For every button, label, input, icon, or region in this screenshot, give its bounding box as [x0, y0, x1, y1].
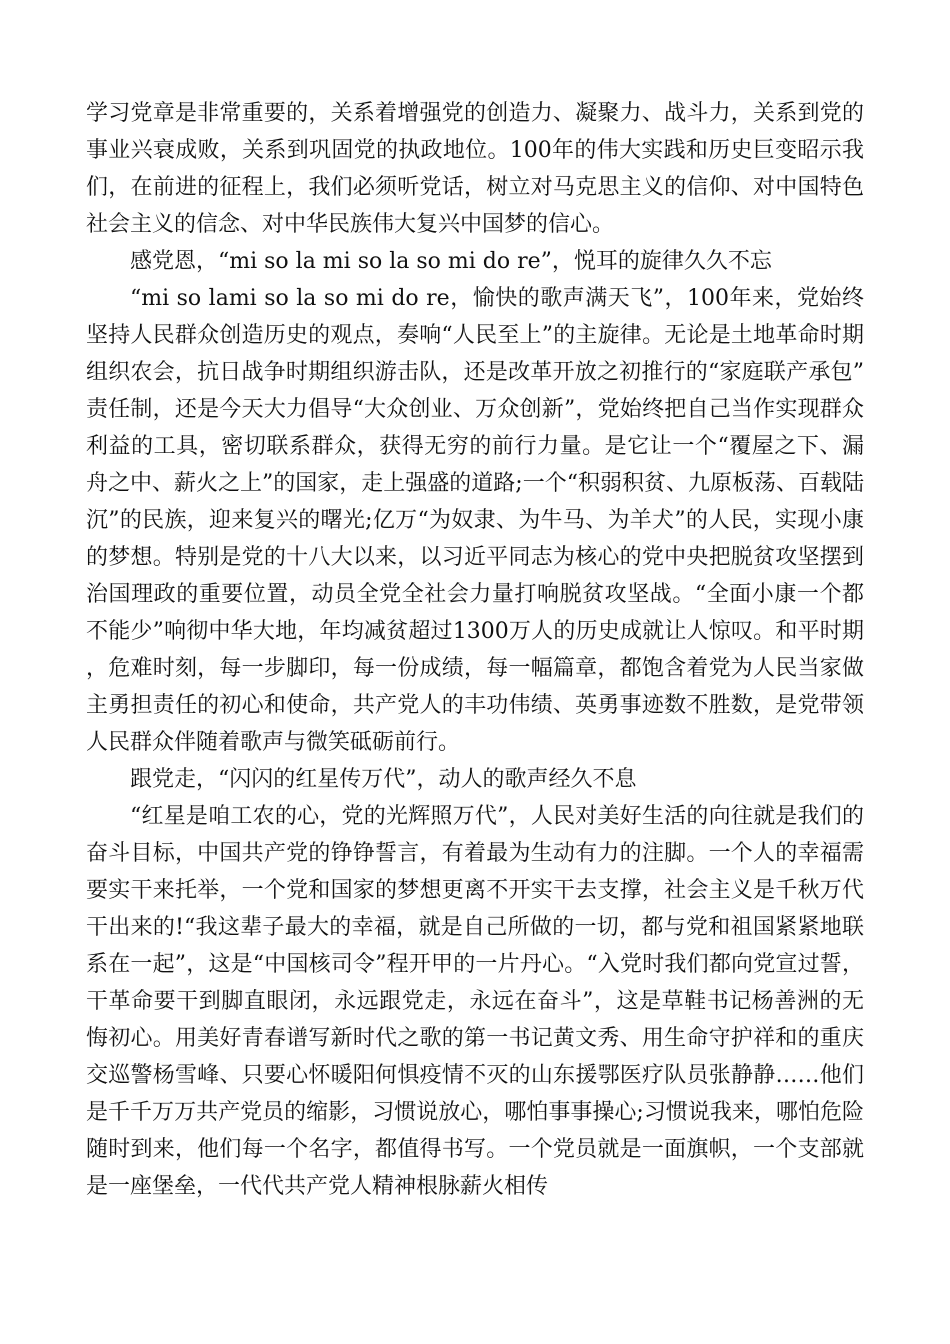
- document-page: [86, 95, 864, 1205]
- section-heading-follow-party: 跟党走，“闪闪的红星传万代”，动人的歌声经久不息: [130, 767, 637, 792]
- section-heading-gratitude: 感党恩，“mi so la mi so la so mi do re”，悦耳的旋律久久不忘: [130, 249, 772, 274]
- paragraph-intro: 学习党章是非常重要的，关系着增强党的创造力、凝聚力、战斗力，关系到党的事业兴衰成败，关系到巩固党的执政地位。100年的伟大实践和历史巨变昭示我们，在前进的征程上，我们必须听党话，树立对马克思主义的信仰、对中国特色社会主义的信念、对中华民族伟大复兴中国梦的信心。: [86, 101, 864, 237]
- paragraph-follow-party-body: “红星是咱工农的心，党的光辉照万代”，人民对美好生活的向往就是我们的奋斗目标，中国共产党的铮铮誓言，有着最为生动有力的注脚。一个人的幸福需要实干来托举，一个党和国家的梦想更离不开实干去支撑，社会主义是千秋万代干出来的!“我这辈子最大的幸福，就是自己所做的一切，都与党和祖国紧紧地联系在一起”，这是“中国核司令”程开甲的一片丹心。“入党时我们都向党宣过誓，干革命要干到脚直眼闭，永远跟党走，永远在奋斗”，这是草鞋书记杨善洲的无悔初心。用美好青春谱写新时代之歌的第一书记黄文秀、用生命守护祥和的重庆交巡警杨雪峰、只要心怀暖阳何惧疫情不灭的山东援鄂医疗队员张静静……他们是千千万万共产党员的缩影，习惯说放心，哪怕事事操心;习惯说我来，哪怕危险随时到来，他们每一个名字，都值得书写。一个党员就是一面旗帜，一个支部就是一座堡垒，一代代共产党人精神根脉薪火相传: [86, 804, 864, 1199]
- paragraph-gratitude-body: “mi so lami so la so mi do re，愉快的歌声满天飞”，100年来，党始终坚持人民群众创造历史的观点，奏响“人民至上”的主旋律。无论是土地革命时期组织农会，抗日战争时期组织游击队，还是改革开放之初推行的“家庭联产承包”责任制，还是今天大力倡导“大众创业、万众创新”，党始终把自己当作实现群众利益的工具，密切联系群众，获得无穷的前行力量。是它让一个“覆屋之下、漏舟之中、薪火之上”的国家，走上强盛的道路;一个“积弱积贫、九原板荡、百载陆沉”的民族，迎来复兴的曙光;亿万“为奴隶、为牛马、为羊犬”的人民，实现小康的梦想。特别是党的十八大以来，以习近平同志为核心的党中央把脱贫攻坚摆到治国理政的重要位置，动员全党全社会力量打响脱贫攻坚战。“全面小康一个都不能少”响彻中华大地，年均减贫超过1300万人的历史成就让人惊叹。和平时期，危难时刻，每一步脚印，每一份成绩，每一幅篇章，都饱含着党为人民当家做主勇担责任的初心和使命，共产党人的丰功伟绩、英勇事迹数不胜数，是党带领人民群众伴随着歌声与微笑砥砺前行。: [86, 286, 864, 755]
